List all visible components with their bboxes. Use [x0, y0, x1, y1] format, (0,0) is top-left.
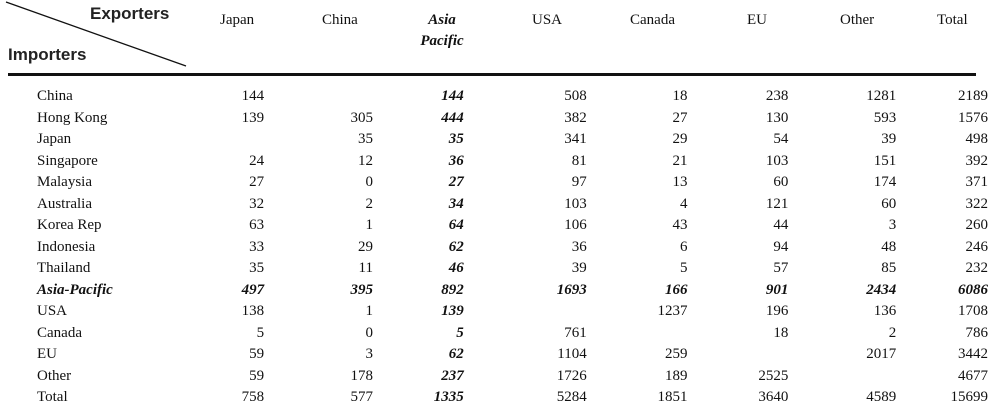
cell-total: 371	[965, 174, 988, 191]
cell-japan: 32	[249, 195, 265, 212]
row-label: Australia	[37, 195, 92, 212]
cell-other: 48	[881, 238, 897, 255]
cell-usa: 1693	[556, 281, 587, 298]
cell-usa: 761	[564, 324, 587, 341]
cell-eu: 196	[765, 303, 789, 320]
row-label: Canada	[37, 324, 82, 341]
cell-usa: 382	[564, 109, 587, 126]
cell-eu: 3640	[758, 389, 789, 406]
cell-usa: 36	[571, 238, 587, 255]
cell-asia-pacific: 35	[448, 131, 464, 148]
cell-canada: 259	[665, 346, 688, 363]
cell-china: 1	[365, 217, 373, 234]
cell-japan: 497	[241, 281, 265, 298]
column-header-canada: Canada	[630, 12, 675, 28]
cell-china: 0	[365, 174, 373, 191]
cell-eu: 94	[773, 238, 789, 255]
cell-canada: 6	[680, 238, 688, 255]
cell-canada: 29	[672, 131, 688, 148]
cell-eu: 121	[765, 195, 789, 212]
cell-eu: 130	[765, 109, 789, 126]
cell-canada: 189	[665, 367, 688, 384]
cell-total: 322	[965, 195, 988, 212]
cell-japan: 59	[249, 346, 265, 363]
cell-canada: 21	[672, 152, 688, 169]
row-label: Japan	[37, 131, 72, 148]
cell-asia-pacific: 892	[441, 281, 464, 298]
table-row	[0, 258, 988, 280]
cell-asia-pacific: 64	[448, 217, 464, 234]
cell-total: 1708	[958, 303, 988, 320]
cell-china: 0	[365, 324, 373, 341]
cell-usa: 5284	[556, 389, 587, 406]
column-header-total: Total	[937, 12, 968, 28]
cell-canada: 5	[680, 260, 688, 277]
cell-canada: 43	[672, 217, 688, 234]
table-row	[0, 366, 988, 388]
header-rule	[8, 73, 976, 76]
cell-other: 2434	[866, 281, 897, 298]
cell-other: 1281	[866, 88, 897, 105]
cell-china: 395	[350, 281, 373, 298]
column-header-japan: Japan	[220, 12, 255, 28]
cell-total: 4677	[958, 367, 988, 384]
cell-japan: 59	[249, 367, 265, 384]
cell-total: 3442	[958, 346, 988, 363]
cell-china: 2	[365, 195, 373, 212]
cell-eu: 54	[773, 131, 789, 148]
cell-total: 232	[965, 260, 988, 277]
exporters-label: Exporters	[90, 4, 170, 23]
cell-asia-pacific: 46	[448, 260, 464, 277]
cell-total: 392	[965, 152, 988, 169]
table-row	[0, 323, 988, 345]
cell-other: 2	[888, 324, 897, 341]
table-row	[0, 387, 988, 409]
cell-other: 39	[881, 131, 897, 148]
cell-other: 85	[881, 260, 897, 277]
cell-total: 260	[965, 217, 988, 234]
cell-eu: 103	[765, 152, 789, 169]
cell-china: 305	[350, 109, 373, 126]
cell-canada: 13	[672, 174, 688, 191]
cell-canada	[587, 323, 688, 345]
cell-usa: 81	[571, 152, 587, 169]
table-row	[0, 215, 988, 237]
cell-china	[264, 86, 373, 108]
column-header-usa: USA	[532, 12, 563, 28]
cell-japan: 139	[241, 109, 265, 126]
row-label: EU	[37, 346, 57, 363]
cell-asia-pacific: 34	[448, 195, 464, 212]
table-row	[0, 86, 988, 108]
cell-asia-pacific: 1335	[433, 389, 464, 406]
cell-eu	[688, 344, 789, 366]
cell-eu: 57	[773, 260, 789, 277]
cell-asia-pacific: 237	[441, 367, 464, 384]
cell-japan: 27	[249, 174, 265, 191]
cell-canada: 18	[672, 88, 688, 105]
cell-china: 29	[358, 238, 373, 255]
row-label: Total	[37, 389, 68, 406]
corner-header-cell	[0, 0, 190, 72]
cell-usa: 508	[564, 88, 587, 105]
cell-other: 3	[888, 217, 897, 234]
cell-canada: 1851	[657, 389, 688, 406]
cell-other: 60	[881, 195, 897, 212]
cell-eu: 2525	[758, 367, 789, 384]
cell-other: 174	[873, 174, 897, 191]
cell-eu: 60	[773, 174, 789, 191]
column-header-eu: EU	[747, 12, 767, 28]
cell-canada: 1237	[657, 303, 688, 320]
cell-japan: 144	[241, 88, 265, 105]
cell-total: 246	[965, 238, 988, 255]
importers-label: Importers	[8, 45, 87, 64]
column-header-other: Other	[840, 12, 875, 28]
table-row	[0, 108, 988, 130]
row-label: Hong Kong	[37, 109, 108, 126]
cell-asia-pacific: 62	[448, 346, 464, 363]
cell-other	[788, 366, 896, 388]
cell-other: 593	[873, 109, 897, 126]
cell-canada: 27	[672, 109, 688, 126]
cell-asia-pacific: 139	[441, 303, 464, 320]
table-row	[0, 151, 988, 173]
row-label: Indonesia	[37, 238, 96, 255]
cell-usa: 341	[564, 131, 587, 148]
row-label: Malaysia	[37, 174, 92, 191]
table-row	[0, 172, 988, 194]
row-label: China	[37, 88, 73, 105]
cell-total: 2189	[958, 88, 988, 105]
cell-asia-pacific: 36	[448, 152, 464, 169]
cell-canada: 4	[680, 195, 688, 212]
cell-japan: 758	[241, 389, 265, 406]
cell-eu: 18	[773, 324, 789, 341]
data-table	[0, 86, 988, 409]
cell-other: 4589	[866, 389, 897, 406]
cell-usa: 106	[564, 217, 587, 234]
row-label: Singapore	[37, 152, 98, 169]
cell-japan: 33	[249, 238, 265, 255]
row-label: Other	[37, 367, 72, 384]
cell-china: 3	[365, 346, 373, 363]
cell-usa: 39	[571, 260, 587, 277]
cell-asia-pacific: 444	[441, 109, 464, 126]
cell-japan	[192, 129, 265, 151]
row-label: Korea Rep	[37, 217, 102, 234]
column-header-asia-pacific: Asia Pacific	[420, 12, 464, 49]
cell-asia-pacific: 62	[448, 238, 464, 255]
cell-china: 577	[350, 389, 373, 406]
cell-japan: 63	[249, 217, 265, 234]
cell-total: 1576	[958, 109, 988, 126]
table-row	[0, 280, 988, 302]
cell-eu: 44	[773, 217, 789, 234]
cell-eu: 901	[765, 281, 789, 298]
cell-canada: 166	[665, 281, 688, 298]
column-header-china: China	[322, 12, 358, 28]
cell-asia-pacific: 27	[448, 174, 464, 191]
cell-china: 1	[365, 303, 373, 320]
table-row	[0, 237, 988, 259]
cell-china: 35	[358, 131, 373, 148]
cell-china: 12	[358, 152, 373, 169]
cell-eu: 238	[765, 88, 789, 105]
row-label: Asia-Pacific	[37, 281, 113, 298]
cell-japan: 24	[249, 152, 265, 169]
cell-total: 498	[965, 131, 988, 148]
cell-total: 786	[965, 324, 988, 341]
cell-other: 2017	[866, 346, 897, 363]
cell-usa: 97	[571, 174, 587, 191]
cell-total: 15699	[950, 389, 988, 406]
cell-japan: 5	[256, 324, 265, 341]
table-row	[0, 344, 988, 366]
table-row	[0, 301, 988, 323]
table-row	[0, 194, 988, 216]
cell-usa: 1104	[557, 346, 587, 363]
cell-other: 151	[873, 152, 897, 169]
table-row	[0, 129, 988, 151]
cell-asia-pacific: 144	[441, 88, 464, 105]
cell-china: 178	[350, 367, 373, 384]
cell-usa: 1726	[556, 367, 587, 384]
row-label: USA	[37, 303, 68, 320]
cell-japan: 35	[249, 260, 265, 277]
cell-usa	[464, 301, 587, 323]
cell-japan: 138	[241, 303, 265, 320]
cell-usa: 103	[564, 195, 587, 212]
cell-asia-pacific: 5	[456, 324, 464, 341]
cell-china: 11	[358, 260, 373, 277]
cell-total: 6086	[958, 281, 988, 298]
row-label: Thailand	[37, 260, 91, 277]
cell-other: 136	[873, 303, 897, 320]
